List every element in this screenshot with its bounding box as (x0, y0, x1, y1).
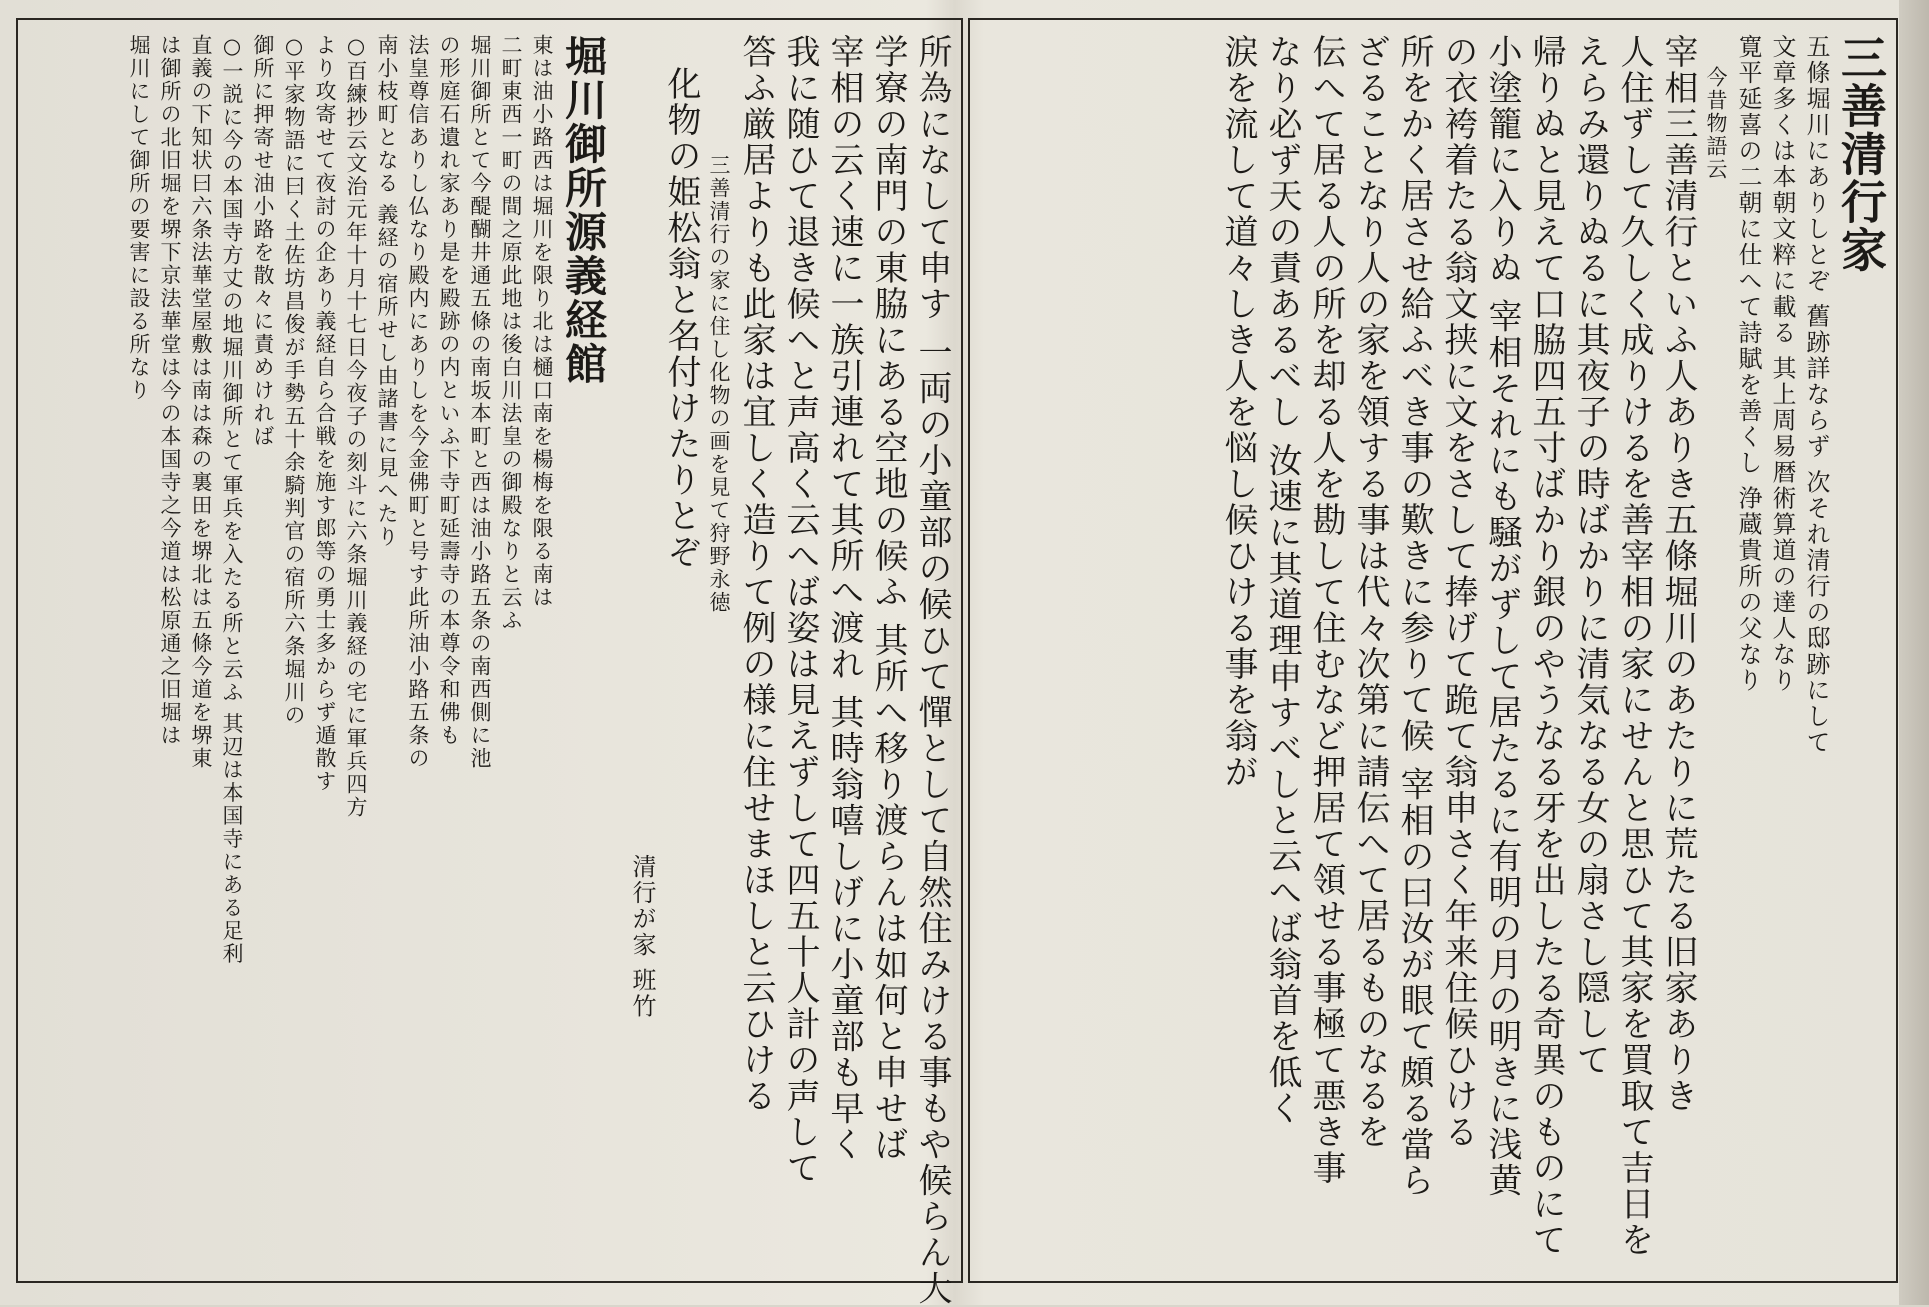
commentary-line: ○一説に今の本国寺方丈の地堀川御所とて軍兵を入たる所と云ふ 其辺は本国寺にある足利 (220, 34, 244, 966)
commentary-line: 法皇尊信ありし仏なり殿内にありしを今金佛町と号す此所油小路五条の (406, 34, 430, 770)
narrative-line: なり必ず天の責あるべし 汝速に其道理申すべしと云へば翁首を低く (1262, 34, 1302, 1127)
section-location: 東は油小路西は堀川を限り北は樋口南を楊梅を限る南は (530, 34, 554, 609)
commentary-line: 南小枝町となる 義経の宿所せし由諸書に見へたり (375, 34, 399, 549)
commentary-line: は御所の北旧堀を堺下京法華堂は今の本国寺之今道は松原通之旧堀は (158, 34, 182, 747)
note-line: 化物の姫松翁と名付けたりとぞ (661, 66, 701, 570)
narrative-line: 伝へて居る人の所を却る人を勘して住むなど押居て領せる事極て悪き事 (1306, 34, 1346, 1186)
narrative-line: 宰相の云く速に一族引連れて其所へ渡れ 其時翁嘻しげに小童部も早く (824, 34, 864, 1163)
left-page-text (30, 34, 952, 1307)
narrative-line: 人住ずして久しく成りけるを善宰相の家にせんと思ひて其家を買取て吉日を (1614, 34, 1654, 1258)
narrative-line: 帰りぬと見えて口脇四五寸ばかり銀のやうなる牙を出したる奇異のものにて (1526, 34, 1566, 1258)
narrative-line: 小塗籠に入りぬ 宰相それにも騒がずして居たるに有明の月の明きに浅黄 (1482, 34, 1522, 1199)
narrative-line: 答ふ厳居よりも此家は宜しく造りて例の様に住せまほしと云ひける (736, 34, 776, 1114)
entry-title: 三善清行家 (1834, 34, 1888, 274)
right-page-text (982, 34, 1888, 1267)
right-page (968, 18, 1898, 1283)
narrative-line: 我に随ひて退き候へと声高く云へば姿は見えずして四五十人計の声して (780, 34, 820, 1186)
narrative-line: の衣袴着たる翁文挟に文をさして捧げて跪て翁申さく年来住候ひける (1438, 34, 1478, 1150)
commentary-line: ○百練抄云文治元年十月十七日今夜子の刻斗に六条堀川義経の宅に軍兵四方 (344, 34, 368, 819)
commentary-line: より攻寄せて夜討の企あり義経自ら合戦を施す郎等の勇士多からず遁散す (313, 34, 337, 793)
commentary-line: の形庭石遺れ家あり是を殿跡の内といふ下寺町延壽寺の本尊令和佛も (437, 34, 461, 747)
narrative-line: 宰相三善清行といふ人ありき五條堀川のあたりに荒たる旧家ありき (1658, 34, 1698, 1114)
left-page (16, 18, 963, 1307)
narrative-line: 涙を流して道々しき人を悩し候ひける事を翁が (1218, 34, 1258, 790)
column-gap (614, 34, 620, 1267)
commentary-line: 堀川御所とて今醍醐井通五條の南坂本町と西は油小路五条の南西側に池 (468, 34, 492, 770)
page-edge (1899, 0, 1929, 1305)
commentary-line: 堀川にして御所の要害に設る所なり (127, 34, 151, 402)
narrative-line: えらみ還りぬるに其夜子の時ばかりに清気なる女の扇さし隠して (1570, 34, 1610, 1078)
commentary-line: ○平家物語に曰く土佐坊昌俊が手勢五十余騎判官の宿所六条堀川の (282, 34, 306, 727)
commentary-line: 直義の下知状曰六条法華堂屋敷は南は森の裏田を堺北は五條今道を堺東 (189, 34, 213, 770)
biography-line: 寛平延喜の二朝に仕へて詩賦を善くし 浄蔵貴所の父なり (1734, 34, 1762, 694)
commentary-line: 二町東西一町の間之原此地は後白川法皇の御殿なりと云ふ (499, 34, 523, 632)
narrative-line: 学寮の南門の東脇にある空地の候ふ 其所へ移り渡らんは如何と申せば (868, 34, 908, 1163)
biography-line: 文章多くは本朝文粹に載る 其上周易暦術算道の達人なり (1768, 34, 1796, 694)
note-line: 三善清行の家に住し化物の画を見て狩野永徳 (707, 154, 731, 614)
narrative-line: ざることなり人の家を領する事は代々次第に請伝へて居るものなるを (1350, 34, 1390, 1150)
section-title: 堀川御所源義経館 (559, 34, 608, 386)
source-label: 今昔物語云 (1704, 66, 1728, 181)
commentary-line: 御所に押寄せ油小路を散々に責めければ (251, 34, 275, 448)
signature: 清行が家 班竹 (628, 854, 656, 1020)
narrative-line: 所をかく居させ給ふべき事の歎きに参りて候 宰相の曰汝が眼て頗る當ら (1394, 34, 1434, 1199)
narrative-line: 所為になして申す 一両の小童部の候ひて憚として自然住みける事もや候らん大 (912, 34, 952, 1307)
location-note: 五條堀川にありしとぞ 舊跡詳ならず 次それ清行の邸跡にして (1802, 34, 1830, 756)
